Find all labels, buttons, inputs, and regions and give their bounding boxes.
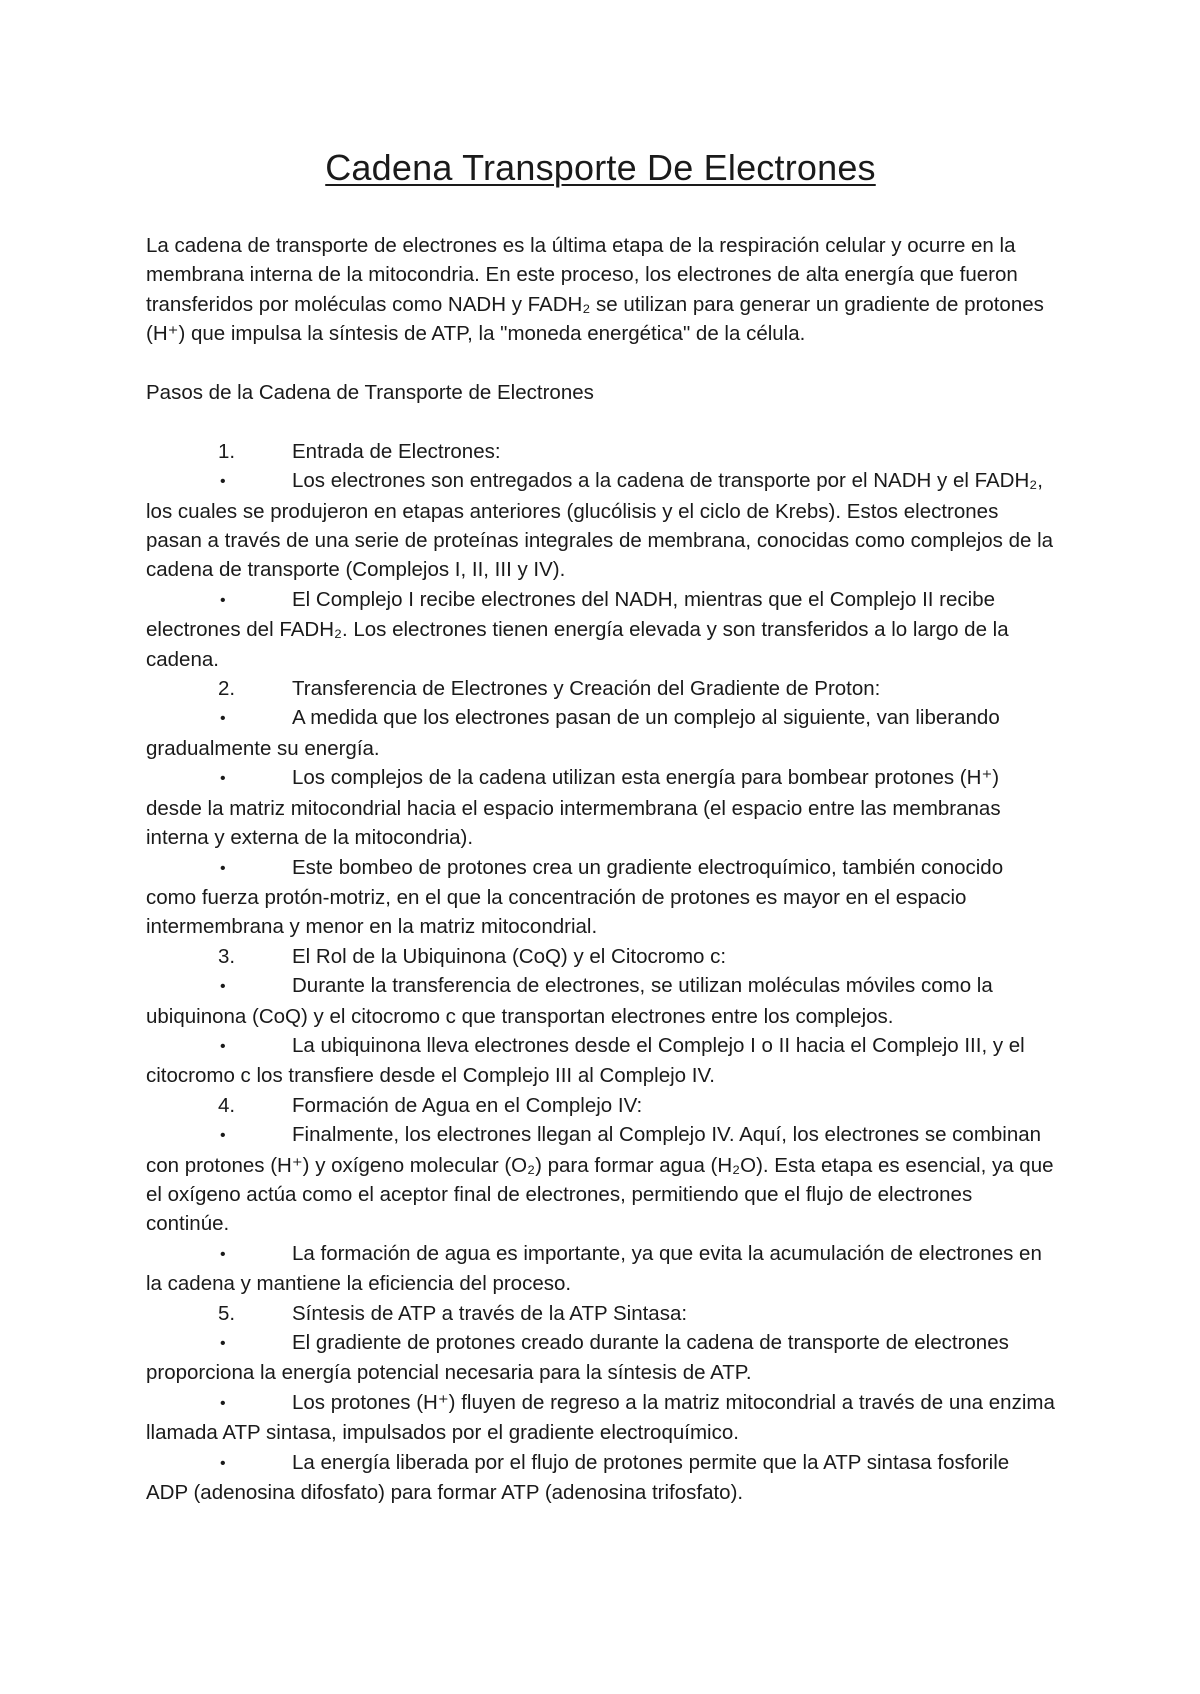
step-title: Formación de Agua en el Complejo IV: <box>292 1093 643 1117</box>
step-item <box>146 437 1055 466</box>
bullet-icon: • <box>220 859 226 877</box>
bullet-text: El gradiente de protones creado durante la cadena de transporte de electrones proporciona la energía potencial necesaria para la síntesis de ATP. <box>146 1331 1009 1385</box>
bullet-item <box>146 1239 1055 1299</box>
intro-paragraph: La cadena de transporte de electrones es la última etapa de la respiración celular y ocurre en la membrana interna de la mitocondria. En este proceso, los electrones de alta energía que fueron transferidos por moléculas como NADH y FADH₂ se utilizan para generar un gradiente de protones (H⁺) que impulsa la síntesis de ATP, la "moneda energética" de la célula. <box>146 234 1044 346</box>
step-title: Síntesis de ATP a través de la ATP Sintasa: <box>292 1301 688 1325</box>
bullet-text: Los protones (H⁺) fluyen de regreso a la matriz mitocondrial a través de una enzima llamada ATP sintasa, impulsados por el gradiente electroquímico. <box>146 1390 1055 1445</box>
bullet-icon: • <box>220 1394 226 1412</box>
bullet-icon: • <box>220 1127 226 1145</box>
bullet-item <box>146 1328 1055 1388</box>
step-number: 3. <box>218 944 236 968</box>
bullet-text: Durante la transferencia de electrones, se utilizan moléculas móviles como la ubiquinona (CoQ) y el citocromo c que transportan electrones entre los complejos. <box>146 974 993 1028</box>
bullet-item <box>146 853 1055 942</box>
bullet-item <box>146 763 1055 852</box>
bullet-item <box>146 1448 1055 1508</box>
bullet-item <box>146 466 1055 585</box>
bullet-icon: • <box>220 770 226 788</box>
step-number: 2. <box>218 677 236 701</box>
bullet-icon: • <box>220 978 226 996</box>
bullet-icon: • <box>220 710 226 728</box>
bullet-text: Los complejos de la cadena utilizan esta energía para bombear protones (H⁺) desde la matriz mitocondrial hacia el espacio intermembrana (el espacio entre las membranas interna y externa de la mitocondria). <box>146 766 1001 850</box>
bullet-item <box>146 703 1055 763</box>
bullet-icon: • <box>220 1245 226 1263</box>
bullet-item <box>146 1388 1055 1448</box>
bullet-text: El Complejo I recibe electrones del NADH, mientras que el Complejo II recibe electrones del FADH₂. Los electrones tienen energía elevada y son transferidos a lo largo de la cadena. <box>146 587 1009 671</box>
bullet-text: La energía liberada por el flujo de protones permite que la ATP sintasa fosforile ADP (adenosina difosfato) para formar ATP (adenosina trifosfato). <box>146 1450 1010 1505</box>
bullet-text: A medida que los electrones pasan de un complejo al siguiente, van liberando gradualmente su energía. <box>146 706 1000 760</box>
step-title: Entrada de Electrones: <box>292 439 501 463</box>
bullet-text: La formación de agua es importante, ya que evita la acumulación de electrones en la cadena y mantiene la eficiencia del proceso. <box>146 1241 1042 1296</box>
bullet-icon: • <box>220 473 226 491</box>
bullet-text: Este bombeo de protones crea un gradiente electroquímico, también conocido como fuerza protón-motriz, en el que la concentración de protones es mayor en el espacio intermembrana y menor en la matriz mitocondrial. <box>146 855 1004 939</box>
step-title: Transferencia de Electrones y Creación del Gradiente de Proton: <box>292 677 881 701</box>
step-item <box>146 1091 1055 1120</box>
bullet-item <box>146 1120 1055 1239</box>
bullet-icon: • <box>220 1335 226 1352</box>
step-title: El Rol de la Ubiquinona (CoQ) y el Citocromo c: <box>292 944 727 968</box>
bullet-icon: • <box>220 591 226 609</box>
step-number: 5. <box>218 1301 236 1325</box>
bullet-icon: • <box>220 1037 226 1055</box>
bullet-text: Los electrones son entregados a la cadena de transporte por el NADH y el FADH₂, los cuales se produjeron en etapas anteriores (glucólisis y el ciclo de Krebs). Estos electrones pasan a través de una serie de proteínas integrales de membrana, conocidas como complejos de la cadena de transporte (Complejos I, II, III y IV). <box>146 469 1054 582</box>
steps-list <box>146 437 1055 1508</box>
step-number: 1. <box>218 439 236 463</box>
document-title: Cadena Transporte De Electrones <box>325 147 876 188</box>
bullet-text: La ubiquinona lleva electrones desde el Complejo I o II hacia el Complejo III, y el citocromo c los transfiere desde el Complejo III al Complejo IV. <box>146 1033 1025 1088</box>
step-item <box>146 942 1055 971</box>
bullet-item <box>146 971 1055 1031</box>
bullet-item <box>146 1031 1055 1091</box>
section-heading: Pasos de la Cadena de Transporte de Electrones <box>146 381 594 405</box>
bullet-item <box>146 585 1055 674</box>
bullet-icon: • <box>220 1454 226 1472</box>
step-item <box>146 674 1055 703</box>
step-item <box>146 1299 1055 1328</box>
bullet-text: Finalmente, los electrones llegan al Complejo IV. Aquí, los electrones se combinan con protones (H⁺) y oxígeno molecular (O₂) para formar agua (H₂O). Esta etapa es esencial, ya que el oxígeno actúa como el aceptor final de electrones, permitiendo que el flujo de electrones continúe. <box>146 1123 1054 1236</box>
step-number: 4. <box>218 1093 236 1117</box>
